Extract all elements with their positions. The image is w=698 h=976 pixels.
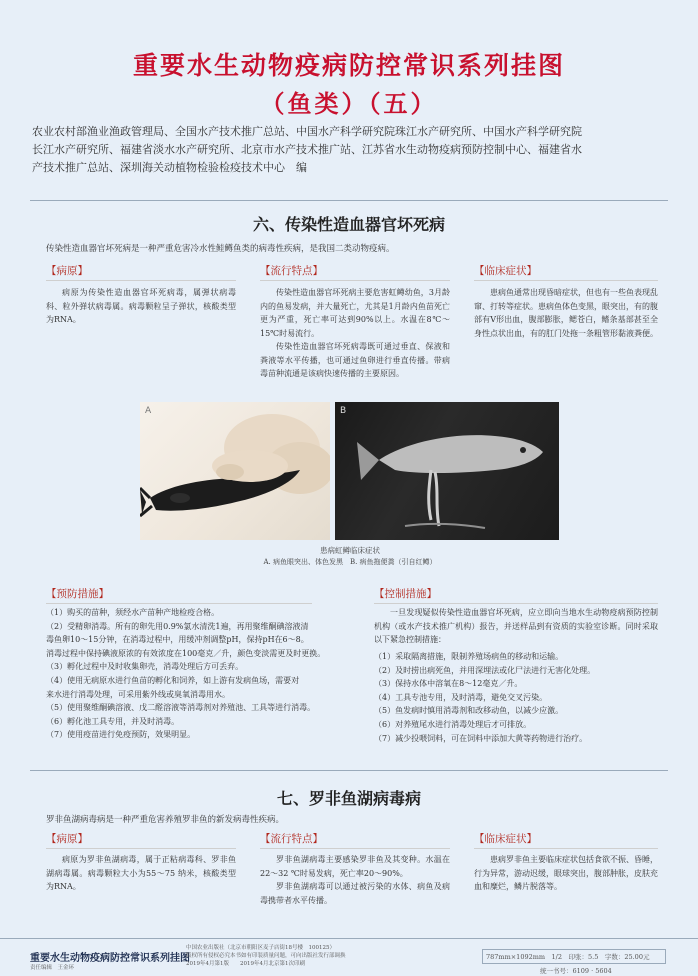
footer-title: 重要水生动物疫病防控常识系列挂图	[30, 953, 190, 964]
control-item: （7）减少投喂饲料，可在饲料中添加大黄等药物进行治疗。	[374, 733, 588, 743]
s7-epidemiology-paragraph-2: 罗非鱼湖病毒可以通过被污染的水体、病鱼及病毒携带者水平传播。	[260, 882, 450, 905]
section-6-pathogen-tag: 【病原】	[46, 263, 236, 281]
section-6-title: 六、传染性造血器官坏死病	[252, 215, 445, 234]
s7-epidemiology-paragraph-1: 罗非鱼湖病毒主要感染罗非鱼及其变种。水温在22～32 ℃时易发病，死亡率20～90%。	[260, 855, 450, 878]
pathogen-paragraph: 病原为传染性造血器官坏死病毒，属弹状病毒科、粒外弹状病毒属。病毒颗粒呈子弹状，核酸类型为RNA。	[46, 288, 236, 324]
control-item: （4）工具专池专用，及时消毒，避免交叉污染。	[374, 692, 548, 702]
section-7-pathogen-text	[46, 853, 236, 894]
poster-title: 重要水生动物疫病防控常识系列挂图	[132, 51, 565, 80]
section-7-clinical-tag: 【临床症状】	[474, 831, 658, 849]
prevention-item: （6）孵化池工具专用，并及时消毒。	[46, 716, 180, 726]
epidemiology-paragraph-2: 传染性造血器官坏死病毒既可通过垂直、保液和粪液等水平传播，也可通过鱼卵进行垂直传播。带病毒苗种流通是该病快速传播的主要原因。	[260, 342, 450, 378]
photo-caption-title: 患病虹鳟临床症状	[320, 546, 380, 555]
trout-hand-illustration	[140, 402, 330, 540]
section-6-intro: 传染性造血器官坏死病是一种严重危害冷水性鲑鳟鱼类的病毒性疾病，是我国二类动物疫病。	[46, 244, 395, 254]
epidemiology-paragraph-1: 传染性造血器官坏死病主要危害虹鳟幼鱼，3月龄内的鱼易发病，并大量死亡，尤其是1月龄内鱼苗死亡更为严重，死亡率可达到90%以上。水温在8℃～15℃时易流行。	[260, 288, 450, 338]
section-7-clinical-text	[474, 853, 658, 894]
prevention-list	[46, 606, 336, 742]
prevention-item: 来水进行消毒处理，可采用紫外线或臭氧消毒用水。	[46, 689, 230, 699]
s7-clinical-paragraph: 患病罗非鱼主要临床症状包括食欲不振、昏睡，行为异常，游动迟缓，眼球突出，腹部肿胀，皮肤充血和糜烂，鳞片脱落等。	[474, 855, 658, 891]
publisher-line-3: 2019年4月第1版 2019年4月北京第1次印刷	[186, 961, 305, 967]
control-item: （2）及时捞出病死鱼，并用深埋法或化尸法进行无害化处理。	[374, 665, 596, 675]
orgs-line-1: 农业农村部渔业渔政管理局、全国水产技术推广总站、中国水产科学研究院珠江水产研究所、中国水产科学研究院	[32, 125, 582, 138]
trout-feces-illustration	[335, 402, 559, 540]
footer-editor: 责任编辑 王金环	[30, 965, 75, 971]
photo-b-sick-trout-with-fecal-cast	[335, 402, 559, 540]
footer-isbn: 统一书号：6109 · 5604	[540, 967, 612, 975]
photo-a-sick-trout-in-hand	[140, 402, 330, 540]
control-item: （3）保持水体中溶氧在8～12毫克／升。	[374, 679, 523, 689]
section-7-epidemiology-tag: 【流行特点】	[260, 831, 450, 849]
control-intro-paragraph: 一旦发现疑似传染性造血器官坏死病，应立即向当地水生动物疫病预防控制机构（或水产技术推广机构）报告，并送样品到有资质的实验室诊断。同时采取以下紧急控制措施：	[374, 608, 658, 644]
publisher-line-2: 版权所有侵权必究本书如有印装质量问题，可向出版社发行部调换	[186, 953, 346, 959]
prevention-item: 毒鱼卵10～15分钟，在消毒过程中，用缓冲剂调整pH，保持pH在6～8。	[46, 635, 309, 645]
clinical-paragraph: 患病鱼通常出现昏暗症状，但也有一些鱼表现乱窜、打转等症状。患病鱼体色变黑，眼突出，有的腹部有V形出血，腹部膨胀，鳃苍白，鳍条基部甚至全身性点状出血，有的肛门处拖一条粗管形黏液粪便。	[474, 288, 658, 338]
footer-publisher-info	[186, 944, 396, 968]
poster-subtitle: （鱼类）（五）	[260, 90, 438, 118]
photo-b-letter: B	[340, 406, 347, 416]
divider	[30, 200, 668, 201]
prevention-item: （7）使用疫苗进行免疫预防，效果明显。	[46, 730, 196, 740]
control-item: （1）采取隔离措施，限制养殖场病鱼的移动和运输。	[374, 652, 564, 661]
photo-caption-sub: A. 病鱼眼突出、体色发黑 B. 病鱼拖便粪（引自红鳟）	[263, 558, 437, 566]
divider	[30, 770, 668, 771]
photo-a-letter: A	[145, 406, 152, 416]
prevention-item: （5）使用聚维酮碘溶液、戊二醛溶液等消毒剂对养殖池、工具等进行消毒。	[46, 703, 316, 713]
authoring-organizations	[32, 123, 668, 177]
prevention-item: （2）受精卵消毒。所有的卵先用0.9%氯水清洗1遍，再用聚维酮碘溶液清	[46, 621, 309, 631]
section-7-intro: 罗非鱼湖病毒病是一种严重危害养殖罗非鱼的新发病毒性疾病。	[46, 815, 285, 825]
footer-print-specs: 787mm×1092mm 1/2 印张：5.5 字数：25.00元	[482, 949, 666, 964]
section-7-title: 七、罗非鱼湖病毒病	[276, 789, 421, 808]
prevention-tag: 【预防措施】	[46, 586, 312, 604]
section-6-clinical-text	[474, 286, 658, 340]
section-7-epidemiology-text	[260, 853, 450, 907]
prevention-item: （3）孵化过程中及时收集卵壳，消毒处理后方可丢弃。	[46, 662, 244, 672]
control-tag: 【控制措施】	[374, 586, 658, 604]
section-6-clinical-tag: 【临床症状】	[474, 263, 658, 281]
section-6-epidemiology-text	[260, 286, 450, 381]
section-6-pathogen-text	[46, 286, 236, 327]
orgs-line-3: 产技术推广总站、深圳海关动植物检验检疫技术中心 编	[32, 161, 307, 174]
section-7-pathogen-tag: 【病原】	[46, 831, 236, 849]
section-6-epidemiology-tag: 【流行特点】	[260, 263, 450, 281]
publisher-line-1: 中国农业出版社（北京市朝阳区麦子店街18号楼 100125）	[186, 945, 335, 951]
control-item: （5）鱼发病时慎用消毒剂和改移动鱼，以减少应激。	[374, 706, 564, 716]
control-item: （6）对养殖尾水进行消毒处理后才可排放。	[374, 719, 532, 729]
prevention-item: （4）使用无病原水进行鱼苗的孵化和饲养，如上游有发病鱼场，需要对	[46, 675, 300, 685]
prevention-item: （1）购买的苗种，须经水产苗种产地检疫合格。	[46, 608, 220, 617]
control-list	[374, 650, 664, 745]
control-intro	[374, 606, 658, 647]
s7-pathogen-paragraph: 病原为罗非鱼湖病毒，属于正粘病毒科、罗非鱼湖病毒属。病毒颗粒大小为55～75 纳米，核酸类型为RNA。	[46, 855, 236, 891]
prevention-item: 消毒过程中保持碘液原浓的有效浓度在100毫克／升，颜色变淡需更及时更换。	[46, 648, 326, 658]
orgs-line-2: 长江水产研究所、福建省淡水水产研究所、北京市水产技术推广站、江苏省水生动物疫病预防控制中心、福建省水	[32, 143, 582, 156]
